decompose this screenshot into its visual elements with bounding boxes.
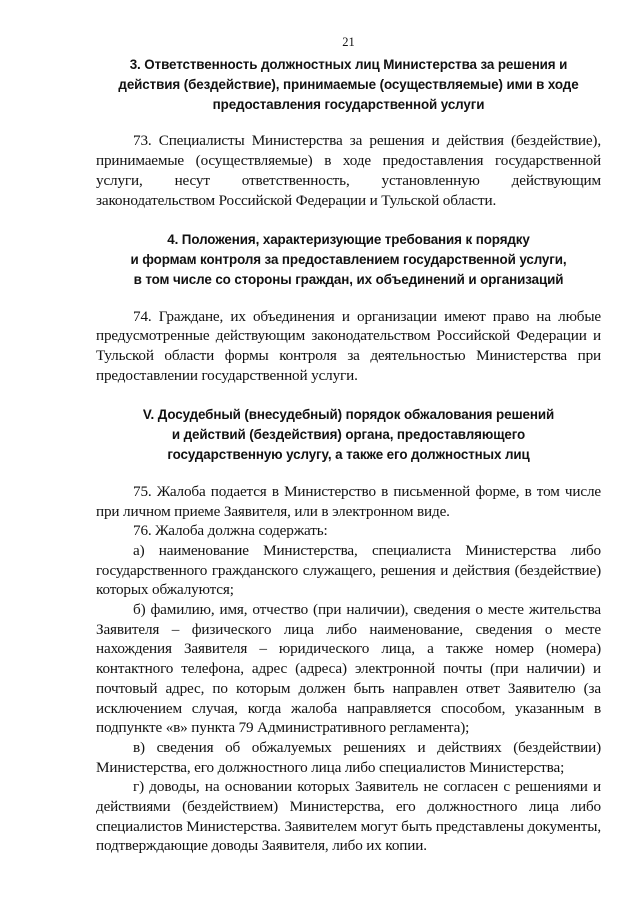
paragraph-76: 76. Жалоба должна содержать: <box>133 522 328 540</box>
paragraph-74: 74. Граждане, их объединения и организации имеют право на любые предусмотренные действующим законодательством Российской Федерации и Тульской области формы контроля за деятельностью Министерства при предоставлении государственной услуги. <box>96 307 601 384</box>
paragraph-76-g: г) доводы, на основании которых Заявитель не согласен с решениями и действиями (бездействием) Министерства, его должностного лица либо специалистов Министерства. Заявителем могут быть представлены документы, подтверждающие доводы Заявителя, либо их копии. <box>96 778 601 855</box>
heading-line: 3. Ответственность должностных лиц Министерства за решения и <box>129 57 568 72</box>
paragraph-76-v: в) сведения об обжалуемых решениях и действиях (бездействии) Министерства, его должностного лица либо специалистов Министерства; <box>96 738 601 776</box>
heading-line: и действий (бездействия) органа, предоставляющего <box>171 427 526 443</box>
section-heading-4 <box>96 230 601 289</box>
section-heading-v <box>96 405 601 464</box>
heading-line: предоставления государственной услуги <box>212 96 485 112</box>
heading-line: 4. Положения, характеризующие требования к порядку <box>167 232 530 248</box>
paragraph-76-b: б) фамилию, имя, отчество (при наличии), сведения о месте жительства Заявителя – физического лица либо наименование, сведения о месте нахождения Заявителя – юридического лица, а также номер (номера) контактного телефона, адрес (адреса) электронной почты (при наличии) и почтовый адрес, по которым должен быть направлен ответ Заявителю (за исключением случая, когда жалоба направляется способом, указанным в подпункте «в» пункта 79 Административного регламента); <box>96 601 601 737</box>
heading-line: государственную услугу, а также его должностных лиц <box>167 447 530 462</box>
heading-line: в том числе со стороны граждан, их объединений и организаций <box>133 271 564 287</box>
paragraph-76-a: а) наименование Министерства, специалиста Министерства либо государственного гражданского служащего, решения и действия (бездействие) которых обжалуются; <box>96 541 601 599</box>
paragraph-73: 73. Специалисты Министерства за решения и действия (бездействие), принимаемые (осуществляемые) в ходе предоставления государственной услуги, несут ответственность, установленную действующим законодательством Российской Федерации и Тульской области. <box>96 132 601 209</box>
section-heading-3 <box>96 55 601 114</box>
paragraph-75: 75. Жалоба подается в Министерство в письменной форме, в том числе при личном приеме Заявителя, или в электронном виде. <box>96 482 601 520</box>
heading-line: V. Досудебный (внесудебный) порядок обжалования решений <box>142 407 555 423</box>
document-page <box>96 34 601 856</box>
heading-line: и формам контроля за предоставлением государственной услуги, <box>130 252 567 267</box>
page-number: 21 <box>342 35 355 49</box>
heading-line: действия (бездействие), принимаемые (осуществляемые) ими в ходе <box>118 76 579 92</box>
